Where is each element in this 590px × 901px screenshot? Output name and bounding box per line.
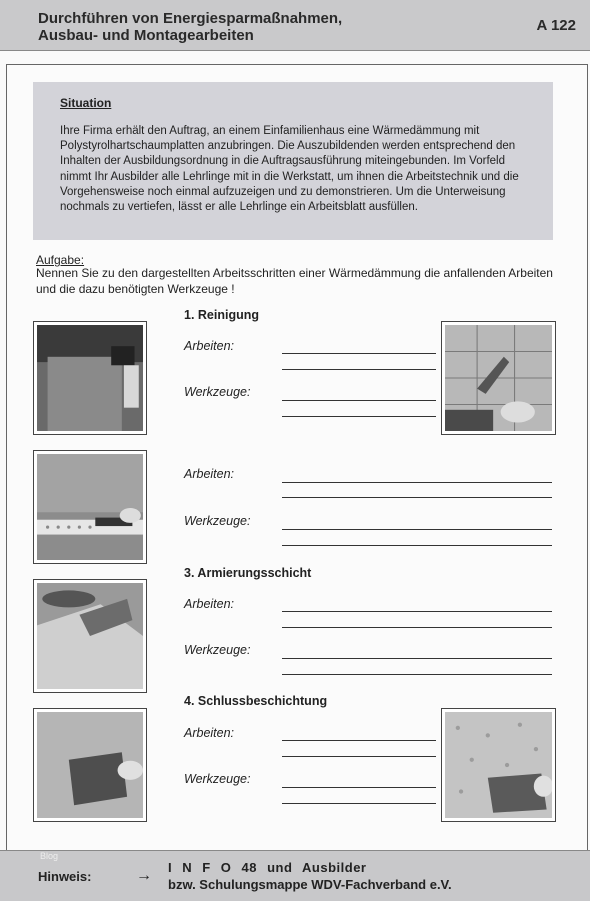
photo-drilling-wall [33,321,147,435]
section-1-werkzeuge-label: Werkzeuge: [184,385,251,399]
section-1-werkzeuge-line-1[interactable] [282,400,436,401]
footer-hint-label: Hinweis: [38,869,92,884]
title-line-2: Ausbau- und Montagearbeiten [38,27,254,44]
situation-text: Ihre Firma erhält den Auftrag, an einem Einfamilienhaus eine Wärmedämmung mit Polystyrolhartschaumplatten anzubringen. Die Auszubildenden werden entsprechend den Inhalten der Ausbildungsordnung in die Auftragsausführung miteingebunden. Im Vorfeld nimmt Ihr Ausbilder alle Lehrlinge mit in die Werkstatt, um ihnen die Arbeitstechnik und die Vorgehensweise noch einmal aufzuzeigen und zu demonstrieren. Um die Unterweisung nochmals zu vertiefen, lässt er alle Lehrlinge ein Arbeitsblatt ausfüllen. [60,125,519,214]
photo-mesh-embedding [33,579,147,693]
section-3-arbeiten-line-2[interactable] [282,627,552,628]
section-3-arbeiten-label: Arbeiten: [184,597,235,611]
task-text: Nennen Sie zu den dargestellten Arbeitsschritten einer Wärmedämmung die anfallenden Arbeiten und die dazu benötigten Werkzeuge ! [36,266,553,296]
section-4-arbeiten-line-1[interactable] [282,740,436,741]
section-2-arbeiten-label: Arbeiten: [184,467,235,481]
section-3-arbeiten-line-1[interactable] [282,611,552,612]
section-1-arbeiten-line-2[interactable] [282,369,436,370]
section-1-title: 1. Reinigung [184,308,259,322]
section-3-werkzeuge-line-2[interactable] [282,674,552,675]
section-2-werkzeuge-line-1[interactable] [282,529,552,530]
sheet-code: A 122 [536,17,576,34]
section-3-werkzeuge-line-1[interactable] [282,658,552,659]
section-1-arbeiten-line-1[interactable] [282,353,436,354]
photo-brushing-wall [441,321,556,435]
section-4-werkzeuge-line-1[interactable] [282,787,436,788]
footer-reference-line-2: bzw. Schulungsmappe WDV-Fachverband e.V. [168,877,452,892]
photo-mounting-rail [33,450,147,564]
section-4-title: 4. Schlussbeschichtung [184,694,328,708]
section-3-title: 3. Armierungsschicht [184,566,312,580]
arrow-right-icon: → [136,867,152,884]
section-2-arbeiten-line-2[interactable] [282,497,552,498]
section-3-werkzeuge-label: Werkzeuge: [184,643,251,657]
page-header [0,0,590,51]
situation-box [33,82,553,240]
page-footer [0,850,590,901]
page-title [38,10,342,44]
footer-reference-line-1: I N F O 48 und Ausbilder [168,860,367,875]
title-line-1: Durchführen von Energiesparmaßnahmen, [38,10,343,27]
section-4-arbeiten-line-2[interactable] [282,756,436,757]
watermark-text: Blog [40,851,59,861]
section-2-werkzeuge-line-2[interactable] [282,545,552,546]
task-label: Aufgabe: [36,253,85,267]
section-2-werkzeuge-label: Werkzeuge: [184,514,251,528]
photo-final-coating [33,708,147,822]
section-2-arbeiten-line-1[interactable] [282,482,552,483]
situation-heading: Situation [60,96,112,110]
section-4-werkzeuge-label: Werkzeuge: [184,772,251,786]
photo-textured-render [441,708,556,822]
section-1-arbeiten-label: Arbeiten: [184,339,235,353]
section-4-werkzeuge-line-2[interactable] [282,803,436,804]
section-4-arbeiten-label: Arbeiten: [184,726,235,740]
section-1-werkzeuge-line-2[interactable] [282,416,436,417]
